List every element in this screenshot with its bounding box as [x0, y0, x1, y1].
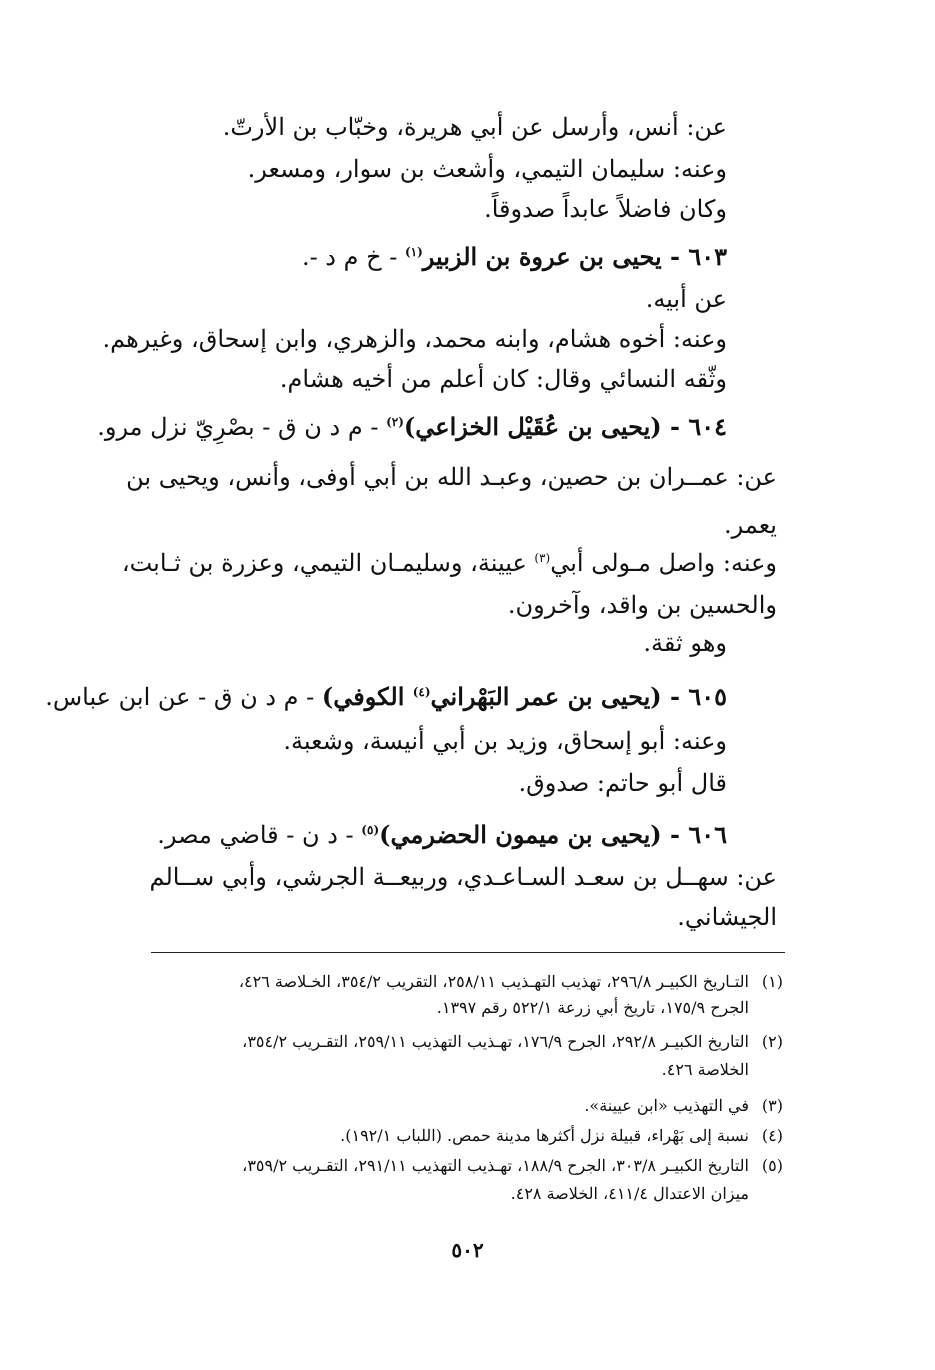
entry-604-line-2	[121, 546, 777, 580]
entry-604-name: ٦٠٤ - (يحيى بن عُقَيْل الخزاعي)	[403, 412, 727, 441]
footnote-1-line-1: التـاريخ الكبيـر ٢٩٦/٨، تهذيب التهـذيب ٢٥٨/١١، التقريب ٣٥٤/٢، الخـلاصة ٤٢٦،	[238, 972, 749, 991]
footnote-5-line-2: ميزان الاعتدال ٤١١/٤، الخلاصة ٤٢٨.	[510, 1184, 749, 1203]
footnote-5-number: (٥)	[761, 1156, 783, 1175]
entry-603-title	[302, 240, 727, 274]
entry-606-line-1: عن: سهــل بن سعـد السـاعـدي، وربيعــة الجرشي، وأبي ســالم	[149, 863, 777, 891]
entry-602-line-1: عن: أنس، وأرسل عن أبي هريرة، وخبّاب بن الأرتّ.	[222, 113, 727, 141]
entry-604-line-1: عن: عمــران بن حصين، وعبـد الله بن أبي أوفى، وأنس، ويحيى بن	[126, 463, 777, 491]
entry-603-codes: - خ م د -.	[301, 243, 405, 271]
entry-603-line-2: وعنه: أخوه هشام، وابنه محمد، والزهري، وابن إسحاق، وغيرهم.	[102, 325, 727, 353]
footnote-2	[242, 1030, 783, 1054]
page-number: ٥٠٢	[451, 1238, 484, 1262]
footnote-1	[239, 970, 783, 994]
footnote-2-line-1: التاريخ الكبيـر ٢٩٢/٨، الجرح ١٧٦/٩، تهـذيب التهذيب ٢٥٩/١١، التقـريب ٣٥٤/٢،	[242, 1032, 749, 1051]
entry-606-codes: - د ن - قاضي مصر.	[157, 821, 362, 849]
footnote-separator	[151, 952, 785, 953]
footnote-3-line-1: في التهذيب «ابن عيينة».	[584, 1096, 749, 1115]
entry-605-title	[45, 680, 727, 714]
entry-603-name: ٦٠٣ - يحيى بن عروة بن الزبير	[422, 242, 727, 271]
footnote-ref-4: (٤)	[412, 685, 431, 699]
entry-604-codes: - م د ن ق - بصْرِيّ نزل مرو.	[97, 413, 387, 441]
entry-605-codes: - م د ن ق - عن ابن عباس.	[45, 683, 322, 711]
footnote-ref-3: (٣)	[534, 551, 551, 565]
footnote-1-line-2: الجرح ١٧٥/٩، تاريخ أبي زرعة ٥٢٢/١ رقم ١٣٩٧.	[436, 998, 749, 1017]
footnote-4	[340, 1124, 783, 1148]
footnote-3	[584, 1094, 783, 1118]
footnote-1-number: (١)	[761, 972, 783, 991]
footnote-2-number: (٢)	[761, 1032, 783, 1051]
entry-603-line-1: عن أبيه.	[645, 285, 727, 313]
footnote-ref-5: (٥)	[361, 823, 380, 837]
footnote-ref-1: (١)	[404, 245, 423, 259]
entry-604-line-3: وهو ثقة.	[643, 629, 727, 657]
entry-602-line-2: وعنه: سليمان التيمي، وأشعث بن سوار، ومسعر.	[247, 155, 727, 183]
entry-605-name: ٦٠٥ - (يحيى بن عمر البَهْراني	[430, 682, 727, 711]
footnote-2-line-2: الخلاصة ٤٢٦.	[661, 1060, 749, 1079]
footnote-4-line-1: نسبة إلى بَهْراء، قبيلة نزل أكثرها مدينة حمص. (اللباب ١٩٢/١).	[340, 1126, 749, 1145]
entry-605-name-rest: الكوفي)	[321, 682, 413, 711]
footnote-ref-2: (٢)	[386, 415, 404, 429]
entry-605-line-2: قال أبو حاتم: صدوق.	[518, 769, 727, 797]
footnote-5-line-1: التاريخ الكبيـر ٣٠٣/٨، الجرح ١٨٨/٩، تهـذيب التهذيب ٢٩١/١١، التقـريب ٣٥٩/٢،	[242, 1156, 749, 1175]
entry-602-line-3: وكان فاضلاً عابداً صدوقاً.	[484, 195, 727, 223]
entry-603-line-3: وثّقه النسائي وقال: كان أعلم من أخيه هشام.	[279, 365, 727, 393]
footnote-3-number: (٣)	[761, 1096, 783, 1115]
entry-606-line-1-cont: الجيشاني.	[677, 903, 777, 931]
entry-606-title	[157, 818, 727, 852]
entry-604-title	[97, 410, 727, 444]
footnote-4-number: (٤)	[761, 1126, 783, 1145]
entry-604-line-1-cont: يعمر.	[723, 511, 777, 539]
entry-604-line-2-start: وعنه: واصل مـولى أبي	[550, 549, 777, 577]
entry-604-line-2-cont: والحسين بن واقد، وآخرون.	[507, 591, 777, 619]
entry-605-line-1: وعنه: أبو إسحاق، وزيد بن أبي أنيسة، وشعبة.	[283, 727, 727, 755]
entry-606-name: ٦٠٦ - (يحيى بن ميمون الحضرمي)	[379, 820, 727, 849]
entry-604-line-2-rest: عيينة، وسليمـان التيمي، وعزرة بن ثـابت،	[121, 549, 535, 577]
footnote-5	[242, 1154, 783, 1178]
